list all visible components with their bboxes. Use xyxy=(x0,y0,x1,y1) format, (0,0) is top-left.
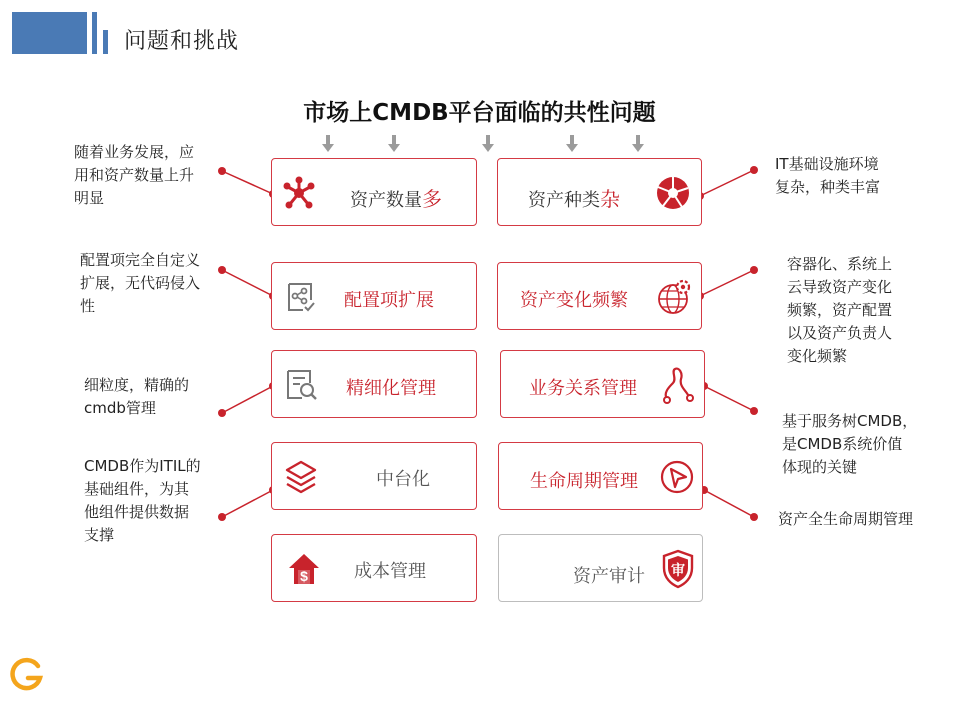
card-asset-variety xyxy=(497,158,702,226)
note-right-4: 资产全生命周期管理 xyxy=(778,510,914,528)
down-arrow-icon xyxy=(566,135,578,153)
card-label: 资产种类杂 xyxy=(528,187,620,211)
svg-text:审: 审 xyxy=(671,563,685,579)
card-label: 资产数量多 xyxy=(350,187,442,211)
share-document-icon xyxy=(284,281,316,313)
audit-shield-icon xyxy=(661,549,695,589)
card-middle-platform xyxy=(271,442,477,510)
svg-text:$: $ xyxy=(300,568,308,584)
connector-dot xyxy=(218,266,226,274)
document-search-icon xyxy=(284,368,318,402)
layers-stack-icon xyxy=(284,459,318,495)
connector-dot xyxy=(218,167,226,175)
card-business-relation xyxy=(500,350,705,418)
cursor-circle-icon xyxy=(659,459,695,495)
header-logo-block xyxy=(12,12,87,54)
card-config-extension xyxy=(271,262,477,330)
pie-segments-icon xyxy=(656,176,690,210)
note-left-2: 配置项完全自定义 扩展，无代码侵入 性 xyxy=(80,251,201,315)
network-hub-icon xyxy=(282,176,316,210)
card-label: 生命周期管理 xyxy=(530,471,638,492)
card-label: 配置项扩展 xyxy=(344,290,434,311)
connector-dot xyxy=(750,513,758,521)
note-left-4: CMDB作为ITIL的 基础组件，为其 他组件提供数据 支撑 xyxy=(84,457,201,544)
card-label: 中台化 xyxy=(376,469,430,490)
connector-dot xyxy=(750,166,758,174)
card-label: 成本管理 xyxy=(354,561,426,582)
down-arrow-icon xyxy=(482,135,494,153)
card-label: 资产审计 xyxy=(573,566,645,587)
connector-dot xyxy=(750,266,758,274)
header-accent-bar-short xyxy=(103,30,108,54)
note-left-1: 随着业务发展，应 用和资产数量上升 明显 xyxy=(74,143,195,207)
down-arrow-icon xyxy=(632,135,644,153)
card-cost-management xyxy=(271,534,477,602)
header-accent-bar xyxy=(92,12,97,54)
route-path-icon xyxy=(661,365,697,405)
slide-heading: 市场上CMDB平台面临的共性问题 xyxy=(303,100,656,126)
brand-logo-icon xyxy=(8,656,44,692)
card-asset-quantity xyxy=(271,158,477,226)
page-title: 问题和挑战 xyxy=(124,29,240,54)
note-right-2: 容器化、系统上 云导致资产变化 频繁，资产配置 以及资产负责人 变化频繁 xyxy=(787,255,893,365)
globe-gear-icon xyxy=(656,279,692,315)
card-lifecycle-management xyxy=(498,442,703,510)
card-label: 精细化管理 xyxy=(346,378,436,399)
note-right-1: IT基础设施环境 复杂，种类丰富 xyxy=(775,155,881,196)
card-asset-audit xyxy=(498,534,703,602)
connector-dot xyxy=(218,513,226,521)
note-right-3: 基于服务树CMDB， 是CMDB系统价值 体现的关键 xyxy=(782,412,918,476)
connector-dot xyxy=(750,407,758,415)
down-arrow-icon xyxy=(388,135,400,153)
house-money-icon xyxy=(286,551,322,587)
note-left-3: 细粒度，精确的 cmdb管理 xyxy=(84,376,190,417)
card-label: 业务关系管理 xyxy=(529,378,637,399)
card-fine-grained-management xyxy=(271,350,477,418)
connector-dot xyxy=(218,409,226,417)
card-asset-frequent-change xyxy=(497,262,702,330)
down-arrow-icon xyxy=(322,135,334,153)
card-label: 资产变化频繁 xyxy=(520,290,628,311)
